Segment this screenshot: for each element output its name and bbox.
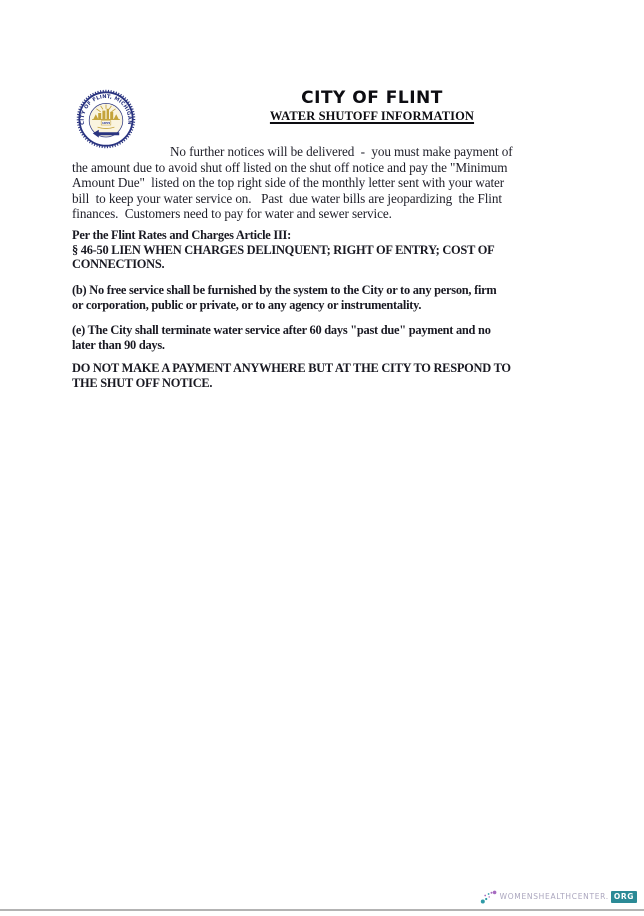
header	[99, 88, 644, 124]
watermark-dots-icon	[480, 890, 498, 905]
watermark	[480, 889, 637, 905]
legal-reference: Per the Flint Rates and Charges Article III: § 46-50 LIEN WHEN CHARGES DELINQUENT; RIGHT OF ENTRY; COST OF CONNECTIONS.	[72, 228, 495, 271]
intro-paragraph: No further notices will be delivered - you must make payment of the amount due to avoid shut off listed on the shut off notice and pay the "Minimum Amount Due" listed on the top right side of the monthly letter sent with your water bill to keep your water service on. Past due water bills are jeopardizing the Flint finances. Customers need to pay for water and sewer service.	[72, 144, 513, 221]
warning-text: DO NOT MAKE A PAYMENT ANYWHERE BUT AT THE CITY TO RESPOND TO THE SHUT OFF NOTICE.	[72, 361, 511, 390]
clause-b: (b) No free service shall be furnished by the system to the City or to any person, firm or corporation, public or private, or to any agency or instrumentality.	[72, 283, 497, 312]
watermark-org-badge: ORG	[611, 891, 637, 903]
page-subtitle: WATER SHUTOFF INFORMATION	[269, 109, 475, 123]
watermark-text: WOMENSHEALTHCENTER.	[499, 892, 609, 901]
clause-e: (e) The City shall terminate water service after 60 days "past due" payment and no later than 90 days.	[72, 323, 491, 352]
seal-year: 1855	[101, 121, 111, 126]
bottom-divider	[0, 909, 644, 911]
page-title: CITY OF FLINT	[301, 88, 443, 108]
seal-ring-text: CITY OF FLINT, MICHIGAN	[79, 93, 133, 126]
